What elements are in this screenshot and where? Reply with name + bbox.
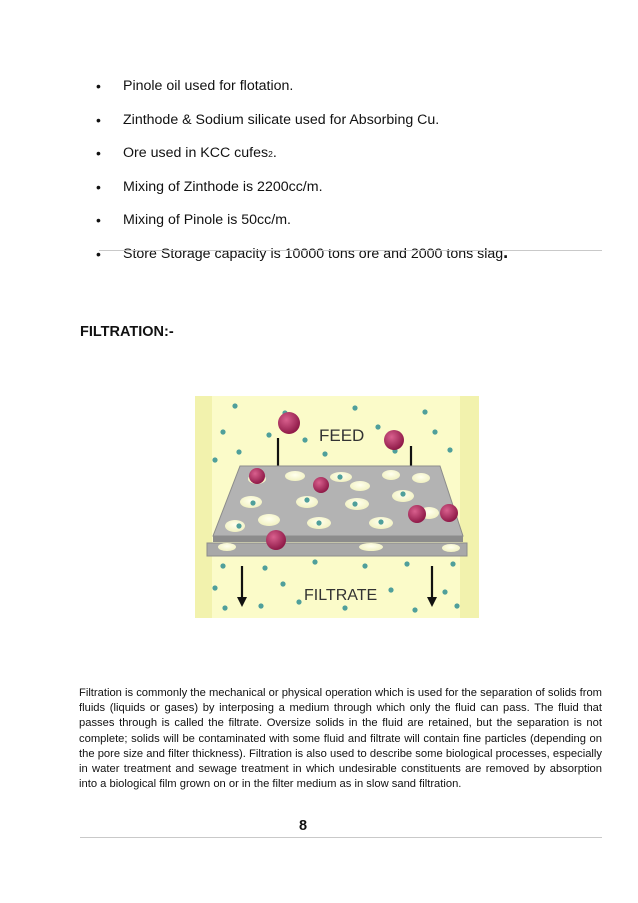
bullet-suffix: . xyxy=(272,145,277,162)
filtrate-label: FILTRATE xyxy=(304,587,378,604)
section-heading: FILTRATION:- xyxy=(80,324,174,340)
filtration-diagram xyxy=(195,396,479,618)
page-number: 8 xyxy=(299,818,308,834)
large-particle xyxy=(384,430,404,450)
bullet-text: Pinole oil used for flotation. xyxy=(123,78,294,94)
bullet-text: Ore used in KCC cufes xyxy=(123,145,269,162)
filter-plate xyxy=(207,543,467,556)
bullet-text: Mixing of Zinthode is 2200cc/m. xyxy=(123,178,323,195)
horizontal-rule xyxy=(99,250,602,251)
side-panel xyxy=(460,396,479,618)
filtration-paragraph: Filtration is commonly the mechanical or physical operation which is used for the separation of solids from fluids (liquids or gases) by interposing a medium through which only the fluid can pass. The fluid that passes through is called the filtrate. Oversize solids in the fluid are retained, but the separation is not complete; solids will be contaminated with some fluid and filtrate will contain fine particles (depending on the pore size and filter thickness). Filtration is also used to describe some biological processes, especially in water treatment and sewage treatment in which undesirable constituents are removed by absorption into a biological film grown on or in the filter medium as in slow sand filtration. xyxy=(79,687,602,791)
filter-plate-edge xyxy=(213,536,463,542)
feed-label: FEED xyxy=(319,426,365,445)
side-panel xyxy=(195,396,212,618)
footer-rule xyxy=(80,837,602,838)
bullet-text: Zinthode & Sodium silicate used for Absorbing Cu. xyxy=(123,111,440,128)
bullet-text: Store Storage capacity is 10000 tons ore and 2000 tons slag xyxy=(123,245,504,262)
bullet-suffix: . xyxy=(503,241,509,262)
bullet-text: Mixing of Pinole is 50cc/m. xyxy=(123,212,291,229)
subscript: 2 xyxy=(268,149,273,160)
large-particle xyxy=(278,412,300,434)
